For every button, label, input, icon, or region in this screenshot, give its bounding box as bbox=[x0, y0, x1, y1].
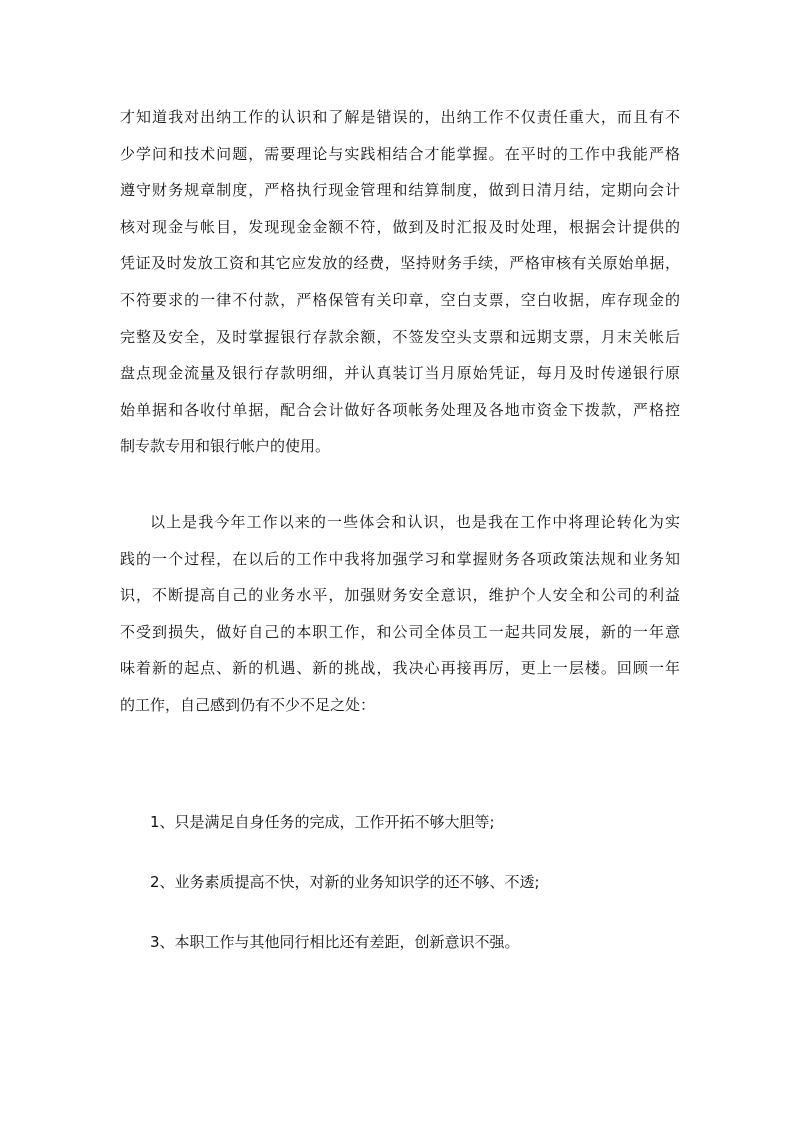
paragraph-line: 践的一个过程，在以后的工作中我将加强学习和掌握财务各项政策法规和业务知 bbox=[120, 549, 680, 568]
paragraph-line: 盘点现金流量及银行存款明细，并认真装订当月原始凭证，每月及时传递银行原 bbox=[120, 364, 680, 383]
paragraph-line: 完整及安全，及时掌握银行存款余额，不签发空头支票和远期支票，月末关帐后 bbox=[120, 327, 680, 346]
list-item: 2、业务素质提高不快，对新的业务知识学的还不够、不透; bbox=[150, 873, 540, 891]
paragraph-cashier-work bbox=[120, 99, 680, 465]
paragraph-line: 始单据和各收付单据，配合会计做好各项帐务处理及各地市资金下拨款，严格控 bbox=[120, 400, 680, 419]
paragraph-line: 核对现金与帐目，发现现金金额不符，做到及时汇报及时处理，根据会计提供的 bbox=[120, 217, 680, 236]
paragraph-line: 遵守财务规章制度，严格执行现金管理和结算制度，做到日清月结，定期向会计 bbox=[120, 181, 680, 200]
paragraph-line: 不符要求的一律不付款，严格保管有关印章，空白支票，空白收据，库存现金的 bbox=[120, 290, 680, 309]
paragraph-line: 不受到损失，做好自己的本职工作，和公司全体员工一起共同发展，新的一年意 bbox=[120, 622, 680, 641]
paragraph-line: 制专款专用和银行帐户的使用。 bbox=[120, 437, 331, 456]
paragraph-line: 味着新的起点、新的机遇、新的挑战，我决心再接再厉，更上一层楼。回顾一年 bbox=[120, 659, 680, 678]
list-item: 3、本职工作与其他同行相比还有差距，创新意识不强。 bbox=[150, 933, 520, 951]
paragraph-line: 才知道我对出纳工作的认识和了解是错误的，出纳工作不仅责任重大，而且有不 bbox=[120, 108, 680, 126]
list-item: 1、只是满足自身任务的完成，工作开拓不够大胆等; bbox=[150, 813, 495, 831]
paragraph-line: 以上是我今年工作以来的一些体会和认识，也是我在工作中将理论转化为实 bbox=[150, 513, 680, 531]
paragraph-line: 少学问和技术问题，需要理论与实践相结合才能掌握。在平时的工作中我能严格 bbox=[120, 144, 680, 163]
paragraph-summary bbox=[120, 504, 680, 724]
paragraph-line: 识，不断提高自己的业务水平，加强财务安全意识，维护个人安全和公司的利益 bbox=[120, 586, 680, 605]
paragraph-line: 的工作，自己感到仍有不少不足之处： bbox=[120, 695, 376, 714]
paragraph-line: 凭证及时发放工资和其它应发放的经费，坚持财务手续，严格审核有关原始单据， bbox=[120, 254, 680, 273]
